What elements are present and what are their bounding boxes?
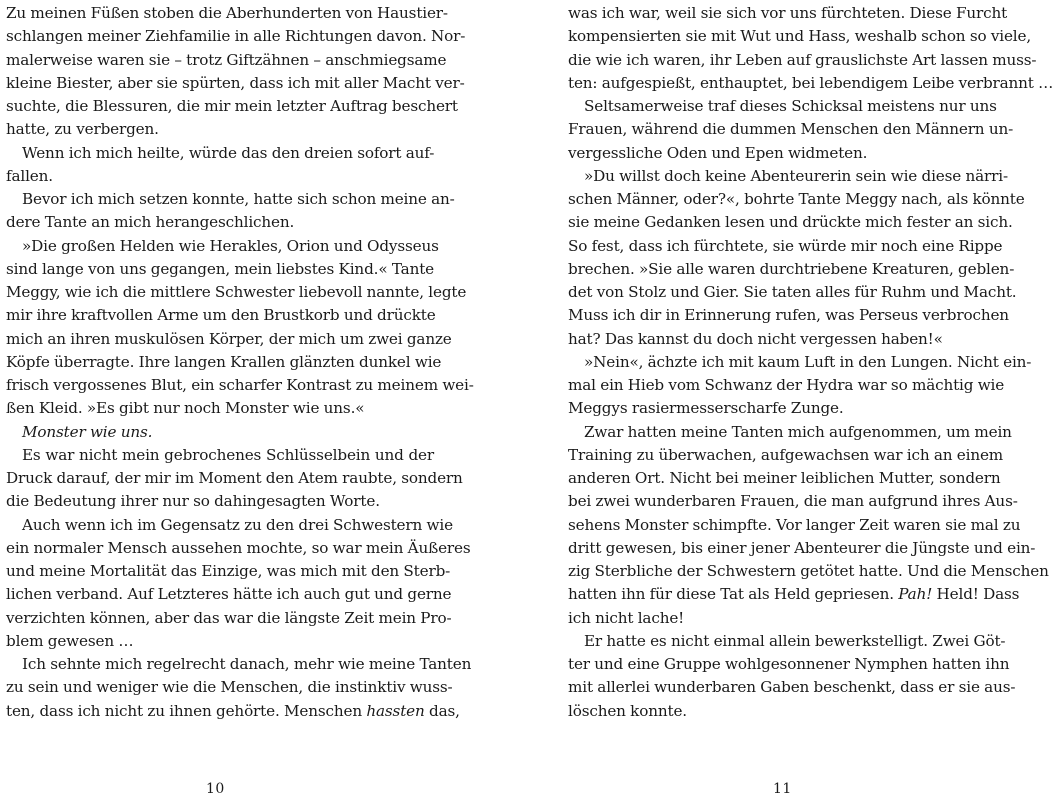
text-line: fallen. bbox=[6, 166, 53, 185]
text-line: malerweise waren sie – trotz Giftzähnen – anschmiegsame bbox=[6, 50, 447, 69]
text-line: det von Stolz und Gier. Sie taten alles für Ruhm und Macht. bbox=[568, 283, 1017, 301]
text-line: ten, dass ich nicht zu ihnen gehörte. Menschen hassten das, bbox=[6, 701, 460, 720]
text-line: kleine Biester, aber sie spürten, dass ich mit aller Macht ver- bbox=[6, 73, 465, 92]
text-line: »Du willst doch keine Abenteurerin sein wie diese närri- bbox=[584, 166, 1008, 185]
text-line: löschen konnte. bbox=[568, 701, 687, 720]
text-line: Auch wenn ich im Gegensatz zu den drei Schwestern wie bbox=[22, 515, 453, 534]
text-line: Wenn ich mich heilte, würde das den dreien sofort auf- bbox=[22, 143, 435, 162]
text-line: Zwar hatten meine Tanten mich aufgenommen, um mein bbox=[584, 422, 1012, 441]
text-line: Frauen, während die dummen Menschen den Männern un- bbox=[568, 120, 1014, 139]
text-line: ter und eine Gruppe wohlgesonnener Nymphen hatten ihn bbox=[568, 655, 1010, 673]
text-line: sind lange von uns gegangen, mein liebstes Kind.« Tante bbox=[6, 259, 434, 278]
text-line: mir ihre kraftvollen Arme um den Brustkorb und drückte bbox=[6, 306, 436, 325]
text-line: So fest, dass ich fürchtete, sie würde mir noch eine Rippe bbox=[568, 236, 1003, 255]
text-line: Er hatte es nicht einmal allein bewerkstelligt. Zwei Göt- bbox=[584, 631, 1006, 650]
text-line: Seltsamerweise traf dieses Schicksal meistens nur uns bbox=[584, 97, 997, 115]
text-line: Monster wie uns. bbox=[22, 422, 153, 441]
text-line: zu sein und weniger wie die Menschen, die instinktiv wuss- bbox=[6, 678, 453, 697]
text-line: blem gewesen … bbox=[6, 631, 134, 650]
text-line: Meggys rasiermesserscharfe Zunge. bbox=[568, 399, 844, 418]
emphasized-word: hassten bbox=[366, 701, 425, 720]
text-line: »Die großen Helden wie Herakles, Orion und Odysseus bbox=[22, 236, 439, 255]
left-page bbox=[0, 0, 500, 800]
text-line: Training zu überwachen, aufgewachsen war ich an einem bbox=[568, 445, 1004, 464]
text-line: und meine Mortalität das Einzige, was mich mit den Sterb- bbox=[6, 562, 451, 580]
page-number-left: 10 bbox=[206, 781, 225, 797]
left-page-text bbox=[6, 2, 474, 723]
text-line: sehens Monster schimpfte. Vor langer Zeit waren sie mal zu bbox=[568, 515, 1021, 534]
text-line: Meggy, wie ich die mittlere Schwester liebevoll nannte, legte bbox=[6, 283, 467, 301]
text-line: brechen. »Sie alle waren durchtriebene Kreaturen, geblen- bbox=[568, 259, 1015, 278]
text-line: die wie ich waren, ihr Leben auf grauslichste Art lassen muss- bbox=[568, 50, 1037, 69]
text-line: hat? Das kannst du doch nicht vergessen haben!« bbox=[568, 329, 943, 348]
text-line: dere Tante an mich herangeschlichen. bbox=[6, 213, 295, 232]
text-line: Zu meinen Füßen stoben die Aberhunderten von Haustier- bbox=[6, 4, 448, 22]
text-line: zig Sterbliche der Schwestern getötet hatte. Und die Menschen bbox=[568, 562, 1049, 580]
text-line: bei zwei wunderbaren Frauen, die man aufgrund ihres Aus- bbox=[568, 492, 1018, 511]
text-line: schlangen meiner Ziehfamilie in alle Richtungen davon. Nor- bbox=[6, 27, 466, 46]
text-line: ßen Kleid. »Es gibt nur noch Monster wie uns.« bbox=[6, 399, 365, 418]
right-page-text bbox=[568, 2, 1053, 723]
text-line: mich an ihren muskulösen Körper, der mich um zwei ganze bbox=[6, 329, 452, 348]
text-line: mal ein Hieb vom Schwanz der Hydra war so mächtig wie bbox=[568, 376, 1005, 394]
text-line: hatte, zu verbergen. bbox=[6, 120, 159, 139]
text-line: kompensierten sie mit Wut und Hass, weshalb schon so viele, bbox=[568, 27, 1032, 46]
text-line: Muss ich dir in Erinnerung rufen, was Perseus verbrochen bbox=[568, 306, 1009, 325]
text-line: mit allerlei wunderbaren Gaben beschenkt, dass er sie aus- bbox=[568, 678, 1016, 697]
text-line: verzichten können, aber das war die längste Zeit mein Pro- bbox=[6, 608, 452, 627]
text-line: lichen verband. Auf Letzteres hätte ich auch gut und gerne bbox=[6, 585, 452, 604]
text-line: Es war nicht mein gebrochenes Schlüsselbein und der bbox=[22, 445, 434, 464]
text-line: Ich sehnte mich regelrecht danach, mehr wie meine Tanten bbox=[22, 655, 472, 673]
text-line: dritt gewesen, bis einer jener Abenteurer die Jüngste und ein- bbox=[568, 538, 1036, 557]
text-line: sie meine Gedanken lesen und drückte mich fester an sich. bbox=[568, 213, 1013, 232]
text-line: was ich war, weil sie sich vor uns fürchteten. Diese Furcht bbox=[568, 4, 1008, 22]
text-line: Köpfe überragte. Ihre langen Krallen glänzten dunkel wie bbox=[6, 352, 442, 371]
text-line: »Nein«, ächzte ich mit kaum Luft in den Lungen. Nicht ein- bbox=[584, 352, 1032, 371]
text-line: hatten ihn für diese Tat als Held gepriesen. Pah! Held! Dass bbox=[568, 585, 1020, 604]
text-line: ich nicht lache! bbox=[568, 608, 685, 627]
text-line: Druck darauf, der mir im Moment den Atem raubte, sondern bbox=[6, 469, 463, 487]
text-line: Bevor ich mich setzen konnte, hatte sich schon meine an- bbox=[22, 190, 455, 208]
page-number-right: 11 bbox=[773, 781, 792, 797]
emphasized-word: Pah! bbox=[898, 585, 933, 604]
right-page bbox=[500, 0, 1053, 800]
text-line: vergessliche Oden und Epen widmeten. bbox=[568, 143, 868, 162]
text-line: anderen Ort. Nicht bei meiner leiblichen Mutter, sondern bbox=[568, 469, 1001, 487]
text-line: ein normaler Mensch aussehen mochte, so war mein Äußeres bbox=[6, 538, 471, 557]
text-line: die Bedeutung ihrer nur so dahingesagten Worte. bbox=[6, 492, 380, 511]
text-line: ten: aufgespießt, enthauptet, bei lebendigem Leibe verbrannt … bbox=[568, 73, 1053, 92]
text-line: frisch vergossenes Blut, ein scharfer Kontrast zu meinem wei- bbox=[6, 376, 474, 394]
text-line: suchte, die Blessuren, die mir mein letzter Auftrag beschert bbox=[6, 97, 458, 115]
text-line: schen Männer, oder?«, bohrte Tante Meggy nach, als könnte bbox=[568, 190, 1025, 208]
